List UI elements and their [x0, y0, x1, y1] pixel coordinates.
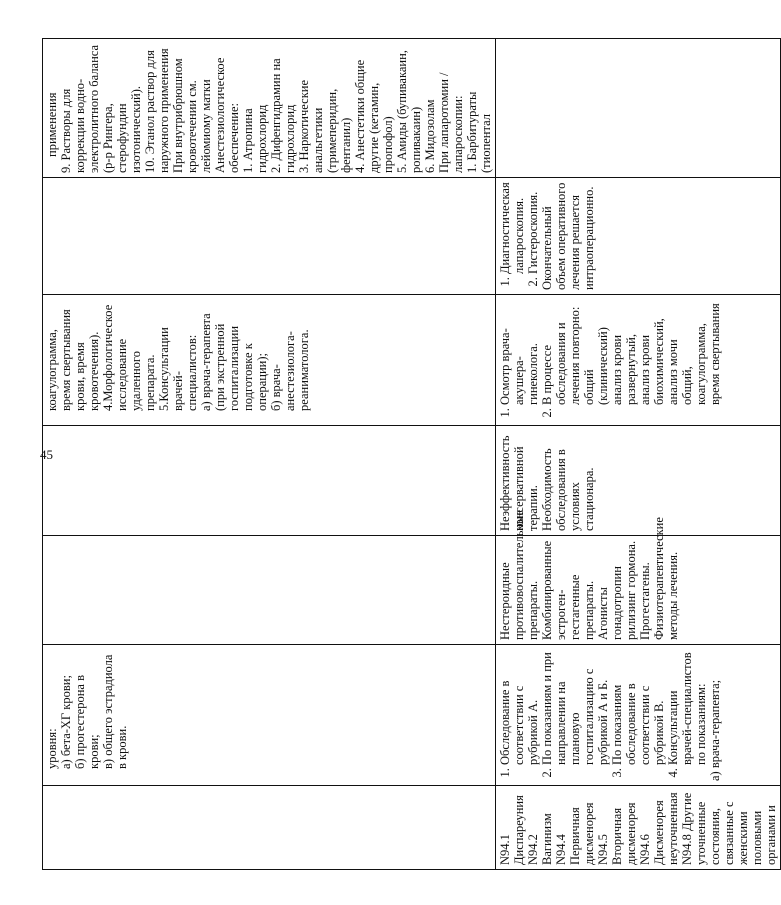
table-cell [43, 178, 496, 295]
clinical-table [42, 38, 781, 870]
table-cell [496, 39, 781, 178]
table-cell [43, 786, 496, 870]
table-cell: Нестероидные противовоспалительные препараты. Комбинированные эстроген-гестагенные препараты. Агонисты гонадотропин рилизинг гормона. Прогестагены. Физиотерапевтические методы лечения. [496, 536, 781, 645]
table-cell [43, 426, 496, 536]
table-cell [43, 536, 496, 645]
table-cell: применения 9. Растворы для коррекции водно-электролитного баланса (р-р Рингера, стерофундин изотонический). 10. Этанол раствор для наружного применения При внутрибрюшном кровотечении см. лейомиому матки Анестезиологическое обеспечение: 1. Атропина гидрохлорид 2. Дифенгидрамин на гидрохлорид 3. Наркотические анальгетики (тримеперидин, фентанил) 4. Анестетики общие другие (кетамин, пропофол) 5. Амиды (бупивакаин, ропивакаин) 6. Мидозолам При лапаротомии / лапароскопии: 1. Барбитураты (тиопентал [43, 39, 496, 178]
table-cell: уровня: а) бета-ХГ крови; б) прогестерона в крови; в) общего эстрадиола в крови. [43, 645, 496, 786]
table-cell: Неэффективность консервативной терапии. Необходимость обследования в условиях стационара. [496, 426, 781, 536]
table-cell: 1. Диагностическая лапароскопия. 2. Гистероскопия. Окончательный объем оперативного лечения решается интраоперационно. [496, 178, 781, 295]
table-cell: 1. Осмотр врача-акушера-гинеколога. 2. В процессе обследования и лечения повторно: общий (клинический) анализ крови развернутый, анализ крови биохимический, анализ мочи общий, коагулограмма, время свертывания [496, 295, 781, 426]
table-row [496, 39, 781, 870]
table-cell: коагулограмма, время свертывания крови, время кровотечения). 4.Морфологическое исследование удаленного препарата. 5.Консультации врачей-специалистов: а) врача-терапевта (при экстренной госпитализации подготовке к операции); б) врача-анестезиолога-реаниматолога. [43, 295, 496, 426]
table-row [43, 39, 496, 870]
table-cell: N94.1 Диспареуния N94.2 Вагинизм N94.4 Первичная дисменорея N94.5 Вторичная дисменорея N94.6 Дисменорея неуточненная N94.8 Другие уточненные состояния, связанные с женскими половыми органами и [496, 786, 781, 870]
rotated-table-container [42, 39, 778, 870]
page-number: 45 [40, 447, 53, 462]
table-cell: 1. Обследование в соответствии с рубрикой А. 2. По показаниям и при направлении на плановую госпитализацию с рубрикой А и Б. 3. По показаниям обследование в соответствии с рубрикой В. 4. Консультации врачей-специалистов по показаниям: а) врача-терапевта; [496, 645, 781, 786]
